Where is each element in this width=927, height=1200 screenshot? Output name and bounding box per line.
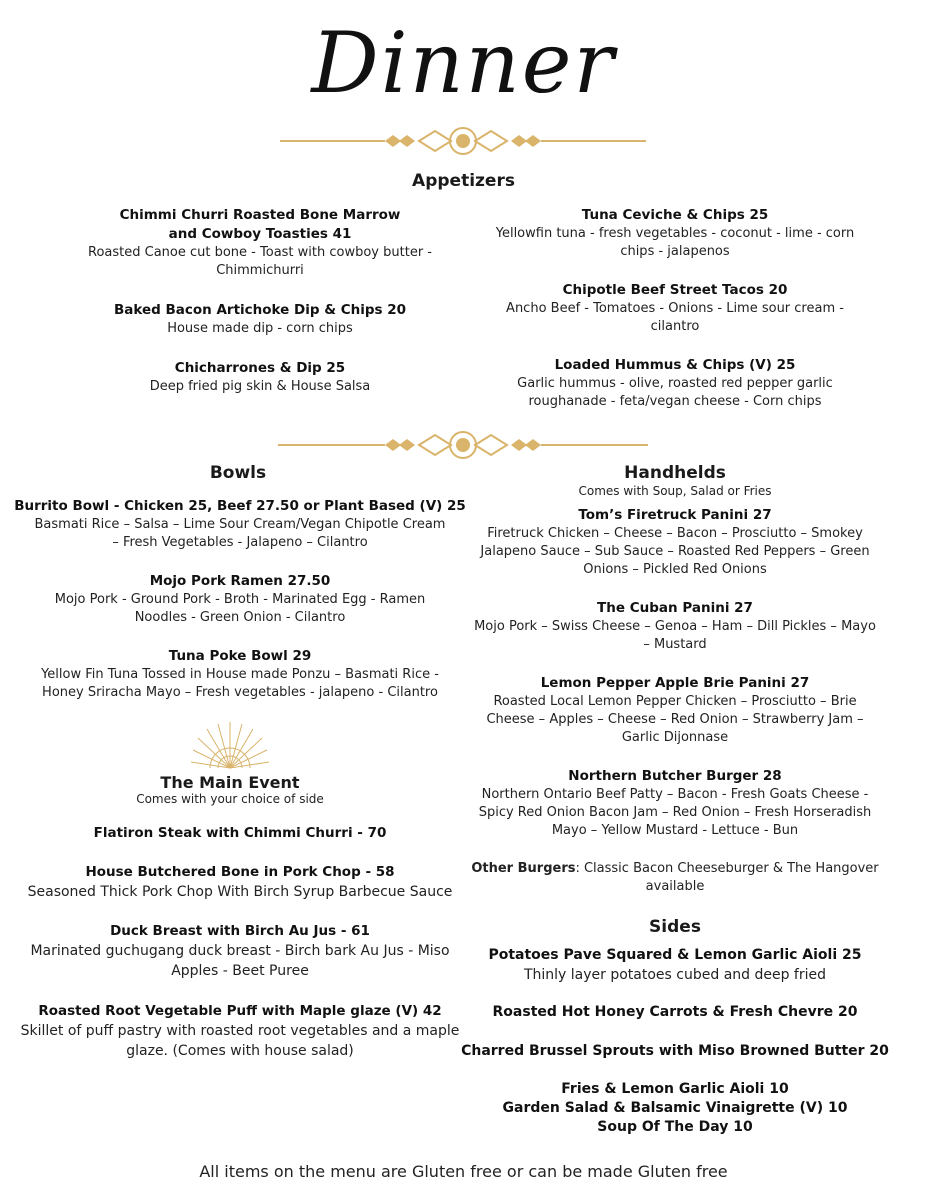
item-name: House Butchered Bone in Pork Chop - 58 — [85, 864, 395, 880]
side-hot-honey-carrots — [455, 1003, 895, 1022]
item-name: Charred Brussel Sprouts with Miso Browned Butter 20 — [461, 1043, 889, 1059]
list-item: Fries & Lemon Garlic Aioli 10 — [561, 1081, 789, 1097]
list-item: Soup Of The Day 10 — [597, 1119, 753, 1135]
bowl-burrito — [10, 497, 470, 552]
item-description: Mojo Pork - Ground Pork - Broth - Marinated Egg - Ramen — [54, 592, 426, 607]
item-description: Basmati Rice – Salsa – Lime Sour Cream/Vegan Chipotle Cream — [34, 517, 446, 532]
item-description: – Fresh Vegetables - Jalapeno – Cilantro — [112, 535, 368, 550]
item-description: Honey Sriracha Mayo – Fresh vegetables - jalapeno - Cilantro — [42, 685, 438, 700]
bowls-heading: Bowls — [209, 463, 267, 483]
sides-list — [455, 1080, 895, 1137]
main-event-subtitle: Comes with your choice of side — [136, 792, 324, 806]
bowl-tuna-poke — [10, 647, 470, 702]
item-description: Ancho Beef - Tomatoes - Onions - Lime sour cream - — [506, 301, 844, 316]
item-name: Potatoes Pave Squared & Lemon Garlic Aioli 25 — [488, 947, 862, 963]
item-description: Thinly layer potatoes cubed and deep fried — [523, 967, 827, 983]
item-name: Chipotle Beef Street Tacos 20 — [562, 282, 788, 298]
sides-heading: Sides — [649, 917, 701, 937]
item-description: cilantro — [650, 319, 700, 334]
item-description: Cheese – Apples – Cheese – Red Onion – Strawberry Jam – — [486, 712, 864, 727]
appetizer-bone-marrow — [60, 206, 460, 280]
other-burgers-note — [455, 860, 895, 896]
item-name: and Cowboy Toasties 41 — [168, 226, 352, 242]
item-name: The Cuban Panini 27 — [597, 600, 753, 616]
item-description: Jalapeno Sauce – Sub Sauce – Roasted Red Peppers – Green — [480, 544, 870, 559]
handheld-cuban-panini — [455, 599, 895, 654]
item-description: chips - jalapenos — [620, 244, 730, 259]
other-burgers-label: Other Burgers — [471, 861, 576, 876]
item-description: Marinated guchugang duck breast - Birch bark Au Jus - Miso — [30, 943, 450, 959]
main-pork-chop — [10, 863, 470, 902]
item-name: Duck Breast with Birch Au Jus - 61 — [110, 923, 370, 939]
sunburst-icon — [190, 718, 270, 770]
side-brussel-sprouts — [455, 1042, 895, 1061]
handhelds-heading: Handhelds — [624, 463, 726, 483]
appetizers-heading: Appetizers — [412, 171, 515, 191]
ornamental-divider-middle — [278, 428, 648, 462]
item-name: Mojo Pork Ramen 27.50 — [149, 573, 331, 589]
gluten-free-footer: All items on the menu are Gluten free or can be made Gluten free — [199, 1162, 728, 1181]
item-description: Onions – Pickled Red Onions — [583, 562, 767, 577]
appetizer-chicharrones — [60, 359, 460, 396]
main-duck-breast — [10, 922, 470, 981]
item-description: Yellowfin tuna - fresh vegetables - coconut - lime - corn — [495, 226, 855, 241]
item-name: Northern Butcher Burger 28 — [568, 768, 782, 784]
item-name: Chimmi Churri Roasted Bone Marrow — [119, 207, 401, 223]
other-burgers-text: : Classic Bacon Cheeseburger & The Hangover — [575, 861, 879, 876]
item-description: House made dip - corn chips — [167, 321, 353, 336]
item-description: Yellow Fin Tuna Tossed in House made Ponzu – Basmati Rice - — [41, 667, 439, 682]
item-description: Chimmichurri — [216, 263, 304, 278]
appetizer-street-tacos — [470, 281, 880, 336]
appetizer-tuna-ceviche — [470, 206, 880, 261]
ornamental-divider-top — [280, 124, 646, 158]
other-burgers-text: available — [645, 879, 705, 894]
item-name: Burrito Bowl - Chicken 25, Beef 27.50 or Plant Based (V) 25 — [14, 498, 466, 514]
menu-title: Dinner — [311, 14, 616, 112]
handheld-apple-brie-panini — [455, 674, 895, 747]
item-description: Roasted Local Lemon Pepper Chicken – Prosciutto – Brie — [493, 694, 857, 709]
item-description: Firetruck Chicken – Cheese – Bacon – Prosciutto – Smokey — [487, 526, 863, 541]
handheld-northern-butcher-burger — [455, 767, 895, 840]
bowl-mojo-pork-ramen — [10, 572, 470, 627]
item-name: Chicharrones & Dip 25 — [174, 360, 346, 376]
item-description: Noodles - Green Onion - Cilantro — [134, 610, 346, 625]
item-description: Apples - Beet Puree — [171, 963, 309, 979]
item-name: Tuna Poke Bowl 29 — [168, 648, 312, 664]
item-description: Mojo Pork – Swiss Cheese – Genoa – Ham – Dill Pickles – Mayo — [474, 619, 876, 634]
list-item: Garden Salad & Balsamic Vinaigrette (V) 10 — [502, 1100, 848, 1116]
item-description: Seasoned Thick Pork Chop With Birch Syrup Barbecue Sauce — [27, 884, 453, 900]
item-description: glaze. (Comes with house salad) — [126, 1043, 354, 1059]
item-name: Lemon Pepper Apple Brie Panini 27 — [540, 675, 810, 691]
item-description: Mayo – Yellow Mustard - Lettuce - Bun — [551, 823, 799, 838]
item-description: Skillet of puff pastry with roasted root vegetables and a maple — [20, 1023, 460, 1039]
item-description: – Mustard — [643, 637, 707, 652]
item-name: Baked Bacon Artichoke Dip & Chips 20 — [113, 302, 407, 318]
handhelds-subtitle: Comes with Soup, Salad or Fries — [578, 484, 772, 498]
item-description: Roasted Canoe cut bone - Toast with cowboy butter - — [88, 245, 432, 260]
appetizer-artichoke-dip — [60, 301, 460, 338]
appetizer-hummus — [470, 356, 880, 411]
item-name: Flatiron Steak with Chimmi Churri - 70 — [93, 825, 387, 841]
handheld-firetruck-panini — [455, 506, 895, 579]
item-name: Loaded Hummus & Chips (V) 25 — [554, 357, 796, 373]
item-name: Tuna Ceviche & Chips 25 — [581, 207, 769, 223]
main-root-vegetable-puff — [10, 1002, 470, 1061]
item-description: Spicy Red Onion Bacon Jam – Red Onion – Fresh Horseradish — [478, 805, 872, 820]
item-description: Deep fried pig skin & House Salsa — [149, 379, 371, 394]
item-description: Garlic hummus - olive, roasted red pepper garlic — [517, 376, 833, 391]
item-description: Northern Ontario Beef Patty – Bacon - Fresh Goats Cheese - — [481, 787, 869, 802]
item-description: Garlic Dijonnase — [621, 730, 729, 745]
item-name: Roasted Hot Honey Carrots & Fresh Chevre 20 — [492, 1004, 858, 1020]
side-potatoes-pave — [455, 946, 895, 985]
item-name: Roasted Root Vegetable Puff with Maple glaze (V) 42 — [38, 1003, 442, 1019]
item-description: roughanade - feta/vegan cheese - Corn chips — [528, 394, 822, 409]
item-name: Tom’s Firetruck Panini 27 — [578, 507, 772, 523]
main-event-heading: The Main Event — [160, 773, 300, 792]
main-flatiron-steak — [10, 824, 470, 843]
